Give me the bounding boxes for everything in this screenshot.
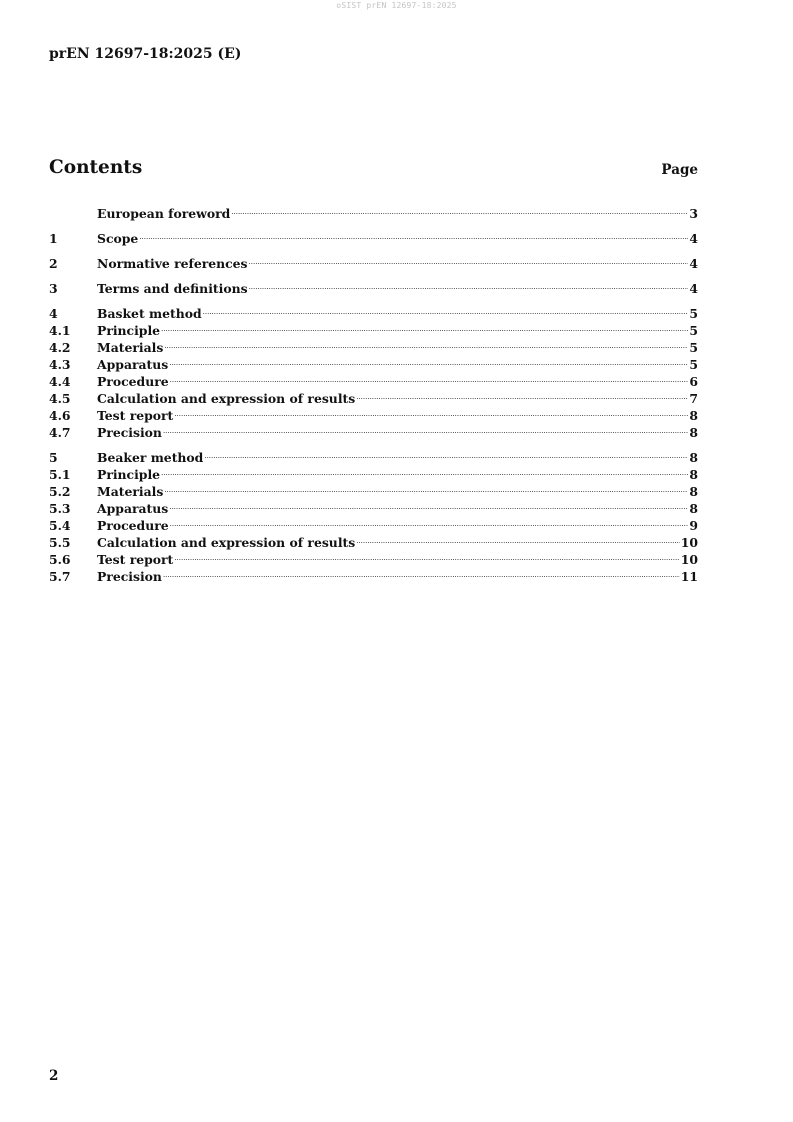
toc-entry-number: 4 <box>49 306 58 321</box>
toc-entry-number: 5.4 <box>49 518 71 533</box>
toc-entry-title: Procedure <box>97 374 169 389</box>
toc-dot-leader <box>249 251 689 268</box>
toc-entry-number: 3 <box>49 281 58 296</box>
toc-entry-number: 5.3 <box>49 501 71 516</box>
toc-entry-page: 10 <box>680 535 698 550</box>
toc-entry[interactable] <box>49 251 698 271</box>
page-number: 2 <box>49 1068 59 1084</box>
toc-dot-leader <box>203 301 689 318</box>
toc-entry-title: Apparatus <box>97 357 169 372</box>
toc-dot-leader <box>161 462 688 479</box>
toc-entry-number: 4.6 <box>49 408 71 423</box>
toc-entry-number: 4.7 <box>49 425 71 440</box>
toc-entry-title: Principle <box>97 467 161 482</box>
toc-dot-leader <box>231 201 688 218</box>
toc-entry-page: 8 <box>689 501 698 516</box>
toc-entry-title: Calculation and expression of results <box>97 391 356 406</box>
toc-entry-title: Apparatus <box>97 501 169 516</box>
toc-entry-page: 10 <box>680 552 698 567</box>
toc-entry-page: 5 <box>689 323 698 338</box>
toc-entry-title: Precision <box>97 425 162 440</box>
document-id: prEN 12697-18:2025 (E) <box>49 46 242 62</box>
toc-entry-title: Calculation and expression of results <box>97 535 356 550</box>
toc-entry-page: 4 <box>689 256 698 271</box>
contents-title: Contents <box>49 157 143 178</box>
toc-entry-number: 4.4 <box>49 374 71 389</box>
toc-dot-leader <box>163 564 680 581</box>
toc-entry-number: 5.7 <box>49 569 71 584</box>
toc-entry-title: Test report <box>97 408 174 423</box>
toc-dot-leader <box>164 479 688 496</box>
toc-entry-title: Terms and definitions <box>97 281 248 296</box>
toc-dot-leader <box>139 226 688 243</box>
toc-entry-number: 5 <box>49 450 58 465</box>
toc-entry-number: 5.1 <box>49 467 71 482</box>
toc-entry-page: 8 <box>689 484 698 499</box>
toc-entry-title: Basket method <box>97 306 202 321</box>
toc-entry-number: 5.5 <box>49 535 71 550</box>
toc-entry-title: Precision <box>97 569 162 584</box>
toc-dot-leader <box>174 403 688 420</box>
toc-entry-page: 7 <box>689 391 698 406</box>
toc-dot-leader <box>249 276 689 293</box>
toc-entry-number: 2 <box>49 256 58 271</box>
toc-entry-title: Beaker method <box>97 450 204 465</box>
toc-entry-number: 4.5 <box>49 391 71 406</box>
toc-entry-page: 4 <box>689 231 698 246</box>
toc-entry-page: 5 <box>689 357 698 372</box>
toc-entry-number: 5.6 <box>49 552 71 567</box>
toc-entry-page: 8 <box>689 467 698 482</box>
toc-entry[interactable] <box>49 301 698 321</box>
toc-entry-page: 5 <box>689 340 698 355</box>
toc-entry[interactable] <box>49 276 698 296</box>
toc-dot-leader <box>170 369 689 386</box>
toc-entry-number: 1 <box>49 231 58 246</box>
toc-entry-page: 9 <box>689 518 698 533</box>
toc-entry-number: 4.3 <box>49 357 71 372</box>
toc-entry-title: Procedure <box>97 518 169 533</box>
page-column-label: Page <box>661 162 698 178</box>
toc-dot-leader <box>356 386 688 403</box>
toc-entry-page: 5 <box>689 306 698 321</box>
toc-entry[interactable] <box>49 201 698 221</box>
toc-dot-leader <box>204 445 688 462</box>
toc-entry-title: Test report <box>97 552 174 567</box>
toc-entry-number: 5.2 <box>49 484 71 499</box>
toc-dot-leader <box>163 420 688 437</box>
toc-dot-leader <box>164 335 688 352</box>
toc-entry-title: Materials <box>97 340 164 355</box>
toc-entry-page: 8 <box>689 450 698 465</box>
toc-entry-title: Scope <box>97 231 139 246</box>
toc-entry-page: 3 <box>689 206 698 221</box>
toc-entry-title: Principle <box>97 323 161 338</box>
table-of-contents <box>49 201 698 584</box>
toc-entry-title: Materials <box>97 484 164 499</box>
toc-dot-leader <box>356 530 680 547</box>
toc-entry-page: 8 <box>689 408 698 423</box>
toc-entry-page: 4 <box>689 281 698 296</box>
toc-entry-page: 8 <box>689 425 698 440</box>
toc-dot-leader <box>170 513 689 530</box>
toc-dot-leader <box>169 496 688 513</box>
toc-entry-title: Normative references <box>97 256 248 271</box>
toc-dot-leader <box>161 318 688 335</box>
toc-entry-page: 11 <box>680 569 698 584</box>
toc-dot-leader <box>169 352 688 369</box>
toc-dot-leader <box>174 547 679 564</box>
toc-entry[interactable] <box>49 226 698 246</box>
toc-entry-page: 6 <box>689 374 698 389</box>
toc-entry[interactable] <box>49 445 698 465</box>
watermark: oSIST prEN 12697-18:2025 <box>336 1 457 10</box>
toc-entry-number: 4.2 <box>49 340 71 355</box>
contents-header <box>49 157 698 178</box>
toc-entry-number: 4.1 <box>49 323 71 338</box>
toc-entry-title: European foreword <box>97 206 231 221</box>
